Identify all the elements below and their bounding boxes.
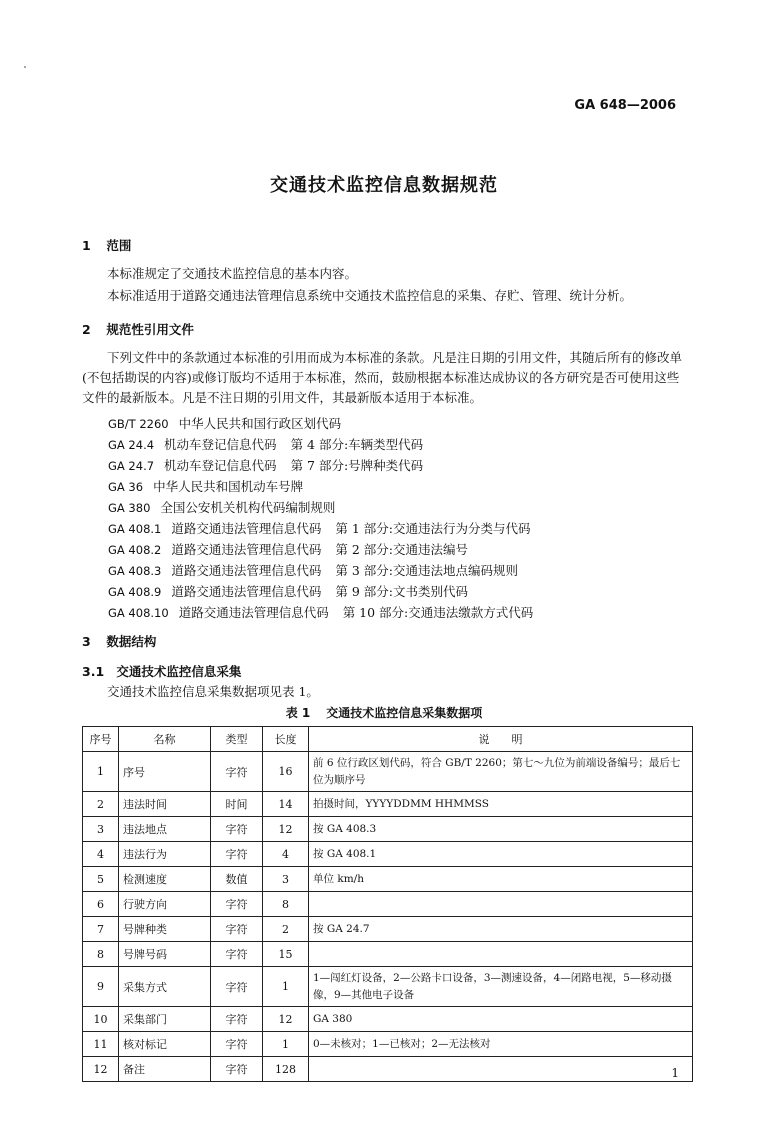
cell-type: 时间	[211, 792, 263, 817]
cell-description: 拍摄时间，YYYYDDMM HHMMSS	[309, 792, 693, 817]
section-number: 3	[82, 634, 91, 649]
reference-code: GA 408.1	[108, 522, 162, 536]
cell-description: GA 380	[309, 1007, 693, 1032]
document-number: GA 648—2006	[574, 98, 676, 113]
scope-paragraph-2: 本标准适用于道路交通违法管理信息系统中交通技术监控信息的采集、存贮、管理、统计分析。	[107, 288, 633, 303]
cell-description: 0—未核对；1—已核对；2—无法核对	[309, 1032, 693, 1057]
cell-length: 16	[263, 752, 309, 792]
cell-description: 按 GA 408.1	[309, 842, 693, 867]
cell-name: 核对标记	[119, 1032, 211, 1057]
section-1-heading	[82, 236, 131, 254]
cell-description: 按 GA 24.7	[309, 917, 693, 942]
section-title: 规范性引用文件	[106, 322, 194, 337]
reference-item	[108, 540, 468, 558]
reference-item	[108, 561, 518, 579]
table-row	[83, 967, 693, 1007]
reference-code: GB/T 2260	[108, 417, 169, 431]
cell-length: 4	[263, 842, 309, 867]
reference-item	[108, 519, 531, 537]
reference-part: 第 4 部分:车辆类型代码	[290, 437, 424, 452]
reference-title: 中华人民共和国行政区划代码	[178, 416, 342, 431]
reference-part: 第 10 部分:交通违法缴款方式代码	[342, 605, 534, 620]
reference-title: 机动车登记信息代码	[164, 458, 277, 473]
cell-description: 单位 km/h	[309, 867, 693, 892]
cell-index: 10	[83, 1007, 119, 1032]
section-3-heading	[82, 632, 156, 650]
section-title: 交通技术监控信息采集	[116, 664, 242, 679]
cell-description	[309, 942, 693, 967]
cell-name: 违法时间	[119, 792, 211, 817]
col-header-name: 名称	[119, 727, 211, 752]
cell-index: 4	[83, 842, 119, 867]
cell-index: 12	[83, 1057, 119, 1082]
page-number: 1	[671, 1066, 679, 1080]
cell-index: 11	[83, 1032, 119, 1057]
table-row	[83, 842, 693, 867]
table-row	[83, 917, 693, 942]
reference-item	[108, 477, 303, 495]
reference-item	[108, 582, 468, 600]
cell-description	[309, 892, 693, 917]
cell-name: 检测速度	[119, 867, 211, 892]
section-title: 数据结构	[106, 634, 157, 649]
cell-length: 128	[263, 1057, 309, 1082]
reference-part: 第 1 部分:交通违法行为分类与代码	[335, 521, 531, 536]
reference-item	[108, 435, 423, 453]
cell-name: 号牌种类	[119, 917, 211, 942]
col-header-description: 说 明	[309, 727, 693, 752]
table-row	[83, 892, 693, 917]
table-row	[83, 942, 693, 967]
cell-name: 违法行为	[119, 842, 211, 867]
cell-length: 15	[263, 942, 309, 967]
reference-code: GA 408.2	[108, 543, 162, 557]
reference-part: 第 3 部分:交通违法地点编码规则	[335, 563, 518, 578]
reference-title: 道路交通违法管理信息代码	[171, 521, 322, 536]
reference-code: GA 380	[108, 501, 151, 515]
cell-description: 1—闯红灯设备，2—公路卡口设备，3—测速设备，4—闭路电视，5—移动摄像，9—其他电子设备	[309, 967, 693, 1007]
cell-name: 序号	[119, 752, 211, 792]
cell-type: 数值	[211, 867, 263, 892]
reference-title: 中华人民共和国机动车号牌	[153, 479, 304, 494]
cell-index: 7	[83, 917, 119, 942]
section-2-heading	[82, 320, 194, 338]
cell-type: 字符	[211, 892, 263, 917]
reference-part: 第 2 部分:交通违法编号	[335, 542, 468, 557]
reference-part: 第 7 部分:号牌种类代码	[290, 458, 424, 473]
cell-description	[309, 1057, 693, 1082]
cell-type: 字符	[211, 1032, 263, 1057]
cell-name: 行驶方向	[119, 892, 211, 917]
reference-title: 道路交通违法管理信息代码	[171, 542, 322, 557]
page-title: 交通技术监控信息数据规范	[270, 175, 498, 196]
table-caption-label: 表 1	[285, 706, 311, 720]
scope-paragraph-1: 本标准规定了交通技术监控信息的基本内容。	[107, 266, 358, 281]
cell-name: 号牌号码	[119, 942, 211, 967]
col-header-type: 类型	[211, 727, 263, 752]
cell-name: 采集部门	[119, 1007, 211, 1032]
reference-code: GA 36	[108, 480, 144, 494]
cell-type: 字符	[211, 817, 263, 842]
section-number: 2	[82, 322, 91, 337]
reference-code: GA 24.4	[108, 438, 155, 452]
cell-type: 字符	[211, 967, 263, 1007]
table-row	[83, 1032, 693, 1057]
reference-part: 第 9 部分:文书类别代码	[335, 584, 468, 599]
table-row	[83, 817, 693, 842]
cell-length: 3	[263, 867, 309, 892]
reference-title: 道路交通违法管理信息代码	[178, 605, 329, 620]
table-row	[83, 1007, 693, 1032]
cell-index: 2	[83, 792, 119, 817]
cell-index: 5	[83, 867, 119, 892]
section-3-1-heading	[82, 662, 241, 680]
cell-name: 违法地点	[119, 817, 211, 842]
cell-index: 9	[83, 967, 119, 1007]
section-title: 范围	[106, 238, 132, 253]
reference-title: 道路交通违法管理信息代码	[171, 584, 322, 599]
section-3-1-paragraph: 交通技术监控信息采集数据项见表 1。	[107, 684, 319, 699]
table-header-row	[83, 727, 693, 752]
cell-index: 6	[83, 892, 119, 917]
cell-length: 1	[263, 967, 309, 1007]
reference-title: 全国公安机关机构代码编制规则	[160, 500, 336, 515]
cell-length: 14	[263, 792, 309, 817]
section-number: 3.1	[82, 664, 105, 679]
table-row	[83, 1057, 693, 1082]
col-header-length: 长度	[263, 727, 309, 752]
references-intro: 下列文件中的条款通过本标准的引用而成为本标准的条款。凡是注日期的引用文件，其随后所有的修改单(不包括勘误的内容)或修订版均不适用于本标准，然而，鼓励根据本标准达成协议的各方研究是否可使用这些文件的最新版本。凡是不注日期的引用文件，其最新版本适用于本标准。	[82, 350, 683, 405]
col-header-index: 序号	[83, 727, 119, 752]
scan-speck	[24, 66, 26, 68]
cell-name: 备注	[119, 1057, 211, 1082]
cell-type: 字符	[211, 917, 263, 942]
table-caption-title: 交通技术监控信息采集数据项	[326, 706, 483, 720]
cell-index: 3	[83, 817, 119, 842]
table-row	[83, 792, 693, 817]
section-number: 1	[82, 238, 91, 253]
reference-title: 道路交通违法管理信息代码	[171, 563, 322, 578]
cell-index: 8	[83, 942, 119, 967]
reference-title: 机动车登记信息代码	[164, 437, 277, 452]
cell-description: 按 GA 408.3	[309, 817, 693, 842]
reference-code: GA 408.3	[108, 564, 162, 578]
cell-name: 采集方式	[119, 967, 211, 1007]
reference-code: GA 24.7	[108, 459, 155, 473]
cell-length: 1	[263, 1032, 309, 1057]
reference-item	[108, 456, 423, 474]
cell-type: 字符	[211, 1057, 263, 1082]
cell-length: 2	[263, 917, 309, 942]
cell-length: 8	[263, 892, 309, 917]
reference-item	[108, 603, 533, 621]
reference-item	[108, 498, 335, 516]
table-row	[83, 867, 693, 892]
cell-type: 字符	[211, 1007, 263, 1032]
cell-length: 12	[263, 1007, 309, 1032]
cell-length: 12	[263, 817, 309, 842]
table-caption	[0, 704, 768, 721]
cell-description: 前 6 位行政区划代码，符合 GB/T 2260；第七～九位为前端设备编号；最后七位为顺序号	[309, 752, 693, 792]
cell-type: 字符	[211, 752, 263, 792]
table-row	[83, 752, 693, 792]
reference-code: GA 408.10	[108, 606, 169, 620]
cell-type: 字符	[211, 942, 263, 967]
cell-type: 字符	[211, 842, 263, 867]
cell-index: 1	[83, 752, 119, 792]
reference-item	[108, 414, 341, 432]
data-items-table	[82, 726, 693, 1082]
reference-code: GA 408.9	[108, 585, 162, 599]
